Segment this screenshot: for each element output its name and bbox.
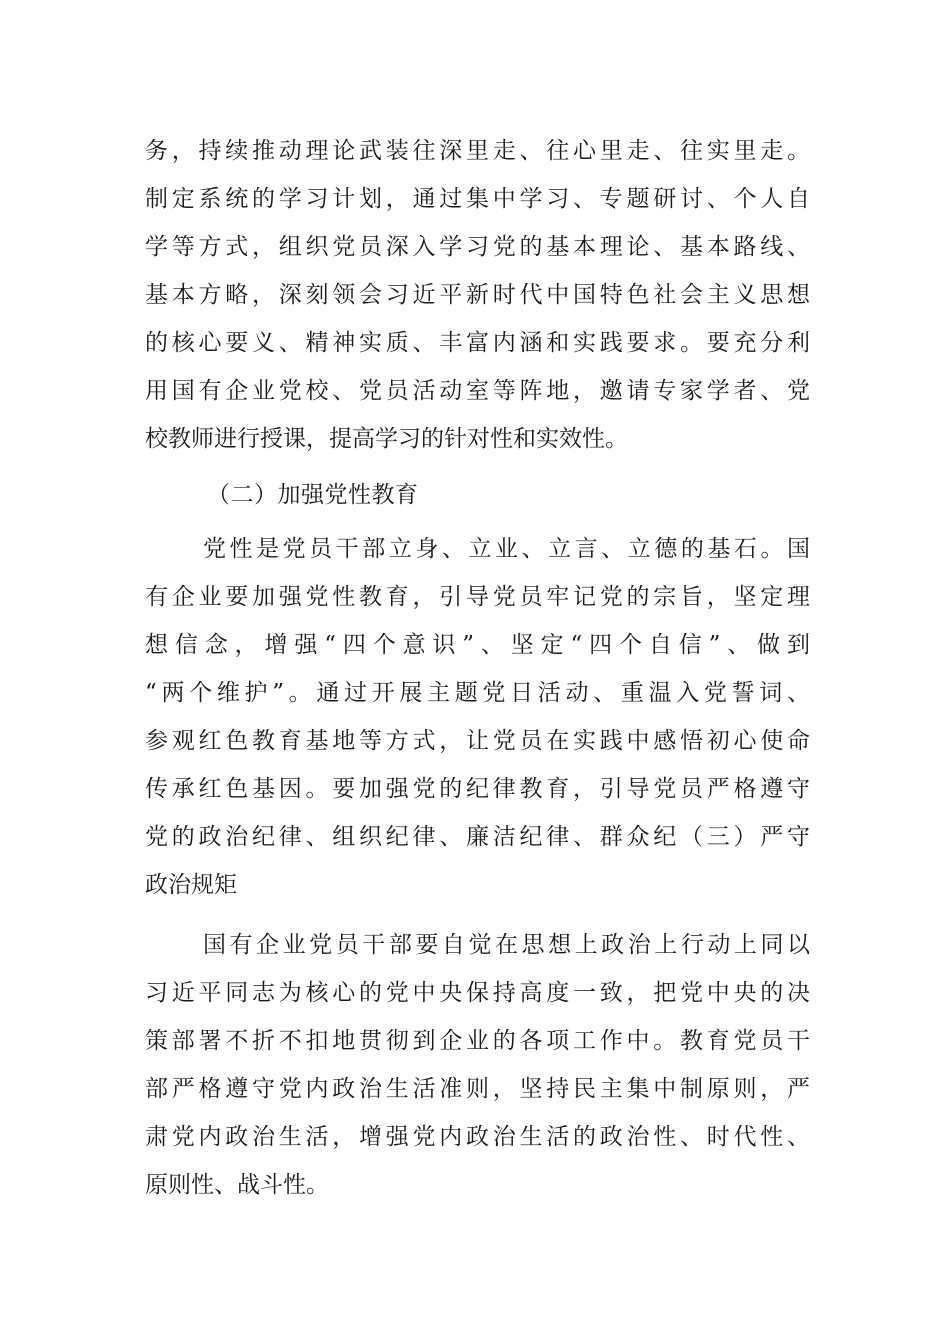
text-line: 务，持续推动理论武装往深里走、往心里走、往实里走。 [145, 138, 810, 164]
text-line: 部严格遵守党内政治生活准则，坚持民主集中制原则，严 [145, 1076, 810, 1102]
text-line: 想信念，增强“四个意识”、坚定“四个自信”、做到 [145, 632, 810, 658]
text-line: 政治规矩 [145, 872, 237, 898]
text-line: 校教师进行授课，提高学习的针对性和实效性。 [145, 426, 628, 452]
text-line: 制定系统的学习计划，通过集中学习、专题研讨、个人自 [145, 186, 810, 212]
text-line: 原则性、战斗性。 [145, 1172, 329, 1198]
section-heading: （二）加强党性教育 [207, 482, 419, 508]
text-line: 参观红色教育基地等方式，让党员在实践中感悟初心使命 [145, 728, 810, 754]
text-line: 习近平同志为核心的党中央保持高度一致，把党中央的决 [145, 980, 810, 1006]
text-line: 的核心要义、精神实质、丰富内涵和实践要求。要充分利 [145, 330, 810, 356]
text-line: 策部署不折不扣地贯彻到企业的各项工作中。教育党员干 [145, 1028, 810, 1054]
text-line: 党的政治纪律、组织纪律、廉洁纪律、群众纪（三）严守 [145, 824, 810, 850]
text-line: 国有企业党员干部要自觉在思想上政治上行动上同以 [203, 932, 810, 958]
text-line: 用国有企业党校、党员活动室等阵地，邀请专家学者、党 [145, 378, 810, 404]
text-line: 党性是党员干部立身、立业、立言、立德的基石。国 [203, 536, 810, 562]
text-line: 基本方略，深刻领会习近平新时代中国特色社会主义思想 [145, 282, 810, 308]
text-line: 有企业要加强党性教育，引导党员牢记党的宗旨，坚定理 [145, 584, 810, 610]
text-line: 肃党内政治生活，增强党内政治生活的政治性、时代性、 [145, 1124, 810, 1150]
text-line: 学等方式，组织党员深入学习党的基本理论、基本路线、 [145, 234, 810, 260]
text-line: “两个维护”。通过开展主题党日活动、重温入党誓词、 [145, 680, 810, 706]
text-line: 传承红色基因。要加强党的纪律教育，引导党员严格遵守 [145, 776, 810, 802]
